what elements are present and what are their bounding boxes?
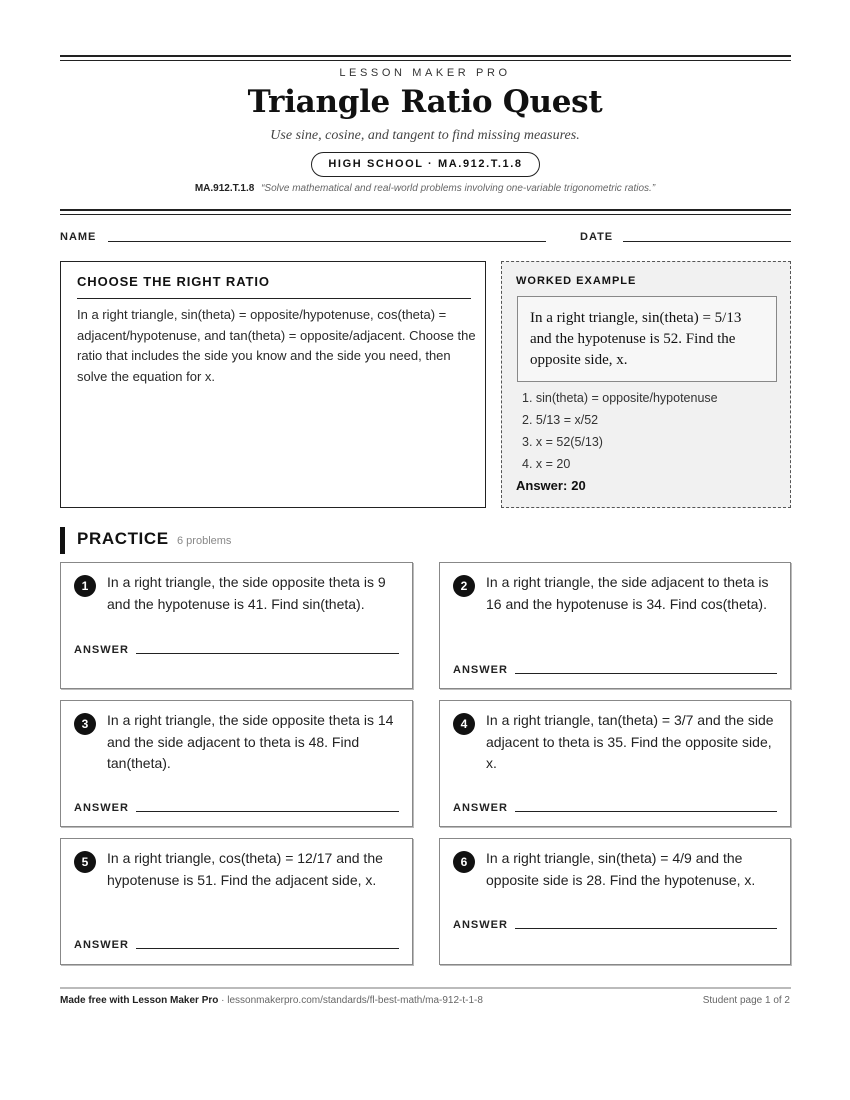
footer-made-with: Made free with Lesson Maker Pro [60,995,219,1006]
practice-count: 6 problems [177,535,232,547]
problem-text: In a right triangle, tan(theta) = 3/7 and the side adjacent to theta is 35. Find the opposite side, x. [486,712,774,771]
worked-step: 2. 5/13 = x/52 [522,413,599,427]
date-field[interactable] [623,241,791,242]
practice-title: PRACTICE [77,529,169,548]
answer-label: ANSWER [74,644,129,656]
answer-field[interactable] [515,811,777,812]
answer-field[interactable] [515,673,777,674]
problem-text: In a right triangle, cos(theta) = 12/17 and the hypotenuse is 51. Find the adjacent side, x. [107,850,383,888]
answer-field[interactable] [515,928,777,929]
problem-card-2 [439,562,791,689]
worked-example-answer [516,478,586,493]
footer-url[interactable]: · lessonmakerpro.com/standards/fl-best-math/ma-912-t-1-8 [218,995,483,1006]
problem-number: 5 [74,851,96,873]
worked-example-steps [522,387,718,475]
answer-field[interactable] [136,811,399,812]
answer-field[interactable] [136,653,399,654]
worked-step: 3. x = 52(5/13) [522,435,603,449]
problem-number: 1 [74,575,96,597]
standard-text: “Solve mathematical and real-world problems involving one-variable trigonometric ratios.” [261,183,656,194]
worked-example-title: WORKED EXAMPLE [516,275,637,287]
problem-number: 4 [453,713,475,735]
worksheet-subtitle: Use sine, cosine, and tangent to find missing measures. [270,128,580,143]
grade-standard-badge: HIGH SCHOOL · MA.912.T.1.8 [311,152,540,177]
worked-answer-value: 20 [571,478,586,493]
problem-text: In a right triangle, the side adjacent to theta is 16 and the hypotenuse is 34. Find cos(theta). [486,574,769,612]
worked-example-problem: In a right triangle, sin(theta) = 5/13 and the hypotenuse is 52. Find the opposite side, x. [517,296,777,382]
header-top-rule [60,55,791,57]
worksheet-title: Triangle Ratio Quest [247,84,603,120]
brand-name: LESSON MAKER PRO [339,67,511,79]
answer-label: ANSWER [74,939,129,951]
problem-number: 3 [74,713,96,735]
worked-answer-label: Answer: [516,478,568,493]
worked-step: 4. x = 20 [522,457,571,471]
standard-description [0,183,850,194]
worked-step: 1. sin(theta) = opposite/hypotenuse [522,391,718,405]
problem-text: In a right triangle, the side opposite theta is 14 and the side adjacent to theta is 48. Find tan(theta). [107,712,394,771]
ratio-info-box [60,261,486,508]
answer-label: ANSWER [453,802,508,814]
problem-card-4 [439,700,791,827]
footer-credit [60,995,483,1006]
header-bottom-rule [60,209,791,211]
standard-code: MA.912.T.1.8 [194,183,255,194]
ratio-info-divider [77,298,471,299]
problem-card-3 [60,700,413,827]
problem-card-6 [439,838,791,965]
name-field[interactable] [108,241,546,242]
answer-label: ANSWER [453,919,508,931]
problem-number: 6 [453,851,475,873]
problem-card-5 [60,838,413,965]
footer-page-number: Student page 1 of 2 [702,995,790,1006]
problem-text: In a right triangle, sin(theta) = 4/9 and the opposite side is 28. Find the hypotenuse, x. [486,850,756,888]
problem-card-1 [60,562,413,689]
date-label: DATE [580,231,614,243]
answer-label: ANSWER [453,664,508,676]
ratio-info-text: In a right triangle, sin(theta) = opposite/hypotenuse, cos(theta) = adjacent/hypotenuse, and tan(theta) = opposite/adjacent. Choose the ratio that includes the side you know and the side you need, then solve the equation for x. [77,307,476,384]
footer-divider [60,987,791,989]
practice-accent-bar [60,527,65,554]
answer-label: ANSWER [74,802,129,814]
answer-field[interactable] [136,948,399,949]
problem-number: 2 [453,575,475,597]
ratio-info-title: CHOOSE THE RIGHT RATIO [77,274,270,289]
name-label: NAME [60,231,97,243]
problem-text: In a right triangle, the side opposite theta is 9 and the hypotenuse is 41. Find sin(theta). [107,574,386,612]
worked-example-box [501,261,791,508]
